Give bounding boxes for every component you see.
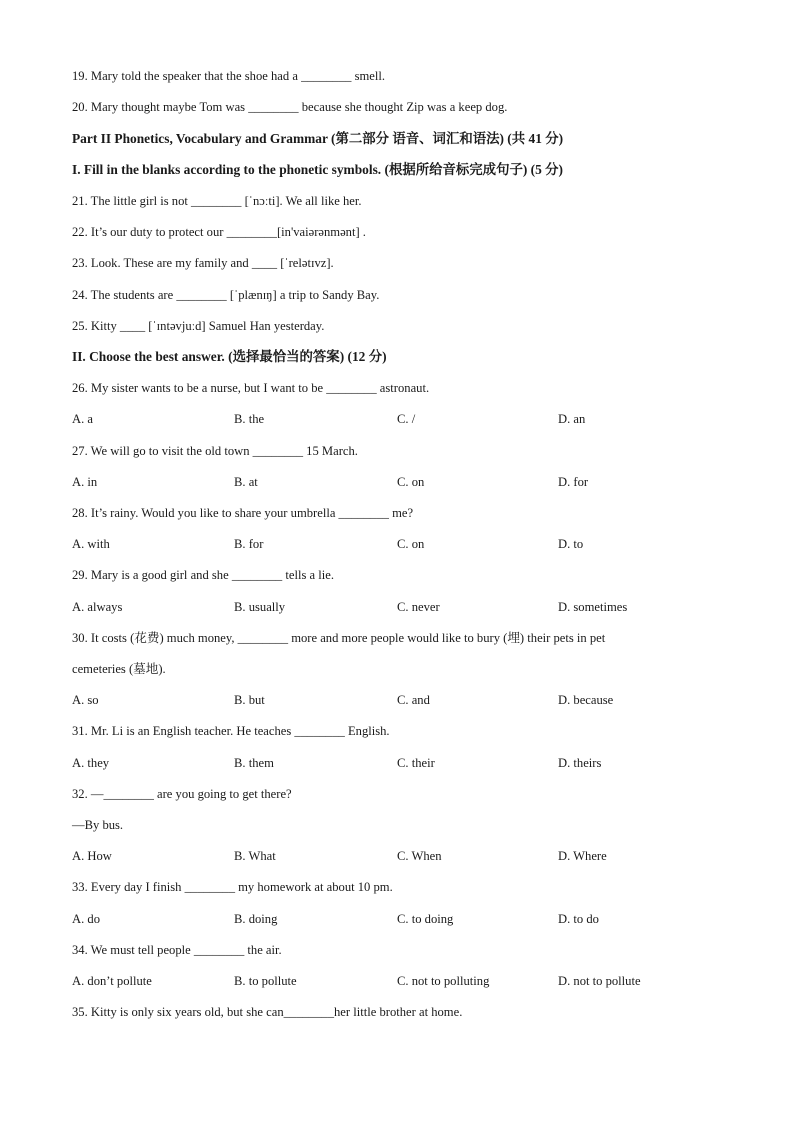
option-26-b: B. the [234,412,265,426]
option-34-d: D. not to pollute [558,974,641,988]
question-30-cont: cemeteries (墓地). [72,662,166,676]
question-35: 35. Kitty is only six years old, but she can________her little brother at home. [72,1005,463,1019]
option-31-a: A. they [72,756,110,770]
question-33: 33. Every day I finish ________ my homework at about 10 pm. [72,880,393,894]
option-32-a: A. How [72,849,112,863]
option-31-d: D. theirs [558,756,602,770]
option-28-b: B. for [234,537,264,551]
option-27-b: B. at [234,475,258,489]
option-29-c: C. never [397,600,440,614]
question-22: 22. It’s our duty to protect our ________[in'vaiərənmənt] . [72,225,366,239]
option-29-a: A. always [72,600,123,614]
option-32-d: D. Where [558,849,607,863]
question-21: 21. The little girl is not ________ [ˈnɔːti]. We all like her. [72,194,362,208]
option-28-c: C. on [397,537,425,551]
part-2-heading: Part II Phonetics, Vocabulary and Grammar (第二部分 语音、词汇和语法) (共 41 分) [72,131,564,146]
question-34: 34. We must tell people ________ the air. [72,943,282,957]
option-26-d: D. an [558,412,586,426]
option-34-a: A. don’t pollute [72,974,152,988]
option-34-c: C. not to polluting [397,974,490,988]
question-28: 28. It’s rainy. Would you like to share your umbrella ________ me? [72,506,414,520]
option-30-d: D. because [558,693,614,707]
option-33-b: B. doing [234,912,278,926]
question-19: 19. Mary told the speaker that the shoe had a ________ smell. [72,69,386,83]
option-26-a: A. a [72,412,93,426]
option-28-a: A. with [72,537,110,551]
option-33-a: A. do [72,912,100,926]
question-27: 27. We will go to visit the old town ________ 15 March. [72,444,358,458]
question-32: 32. —________ are you going to get there? [72,787,292,801]
option-31-c: C. their [397,756,435,770]
section-2-heading: II. Choose the best answer. (选择最恰当的答案) (12 分) [72,349,387,364]
option-30-a: A. so [72,693,99,707]
option-30-c: C. and [397,693,430,707]
option-32-c: C. When [397,849,442,863]
section-1-heading: I. Fill in the blanks according to the phonetic symbols. (根据所给音标完成句子) (5 分) [72,162,564,177]
question-23: 23. Look. These are my family and ____ [ˈrelətɪvz]. [72,256,334,270]
option-33-d: D. to do [558,912,599,926]
question-32-reply: —By bus. [72,818,124,832]
question-24: 24. The students are ________ [ˈplænɪŋ] a trip to Sandy Bay. [72,288,380,302]
option-34-b: B. to pollute [234,974,297,988]
option-32-b: B. What [234,849,276,863]
option-27-a: A. in [72,475,98,489]
question-25: 25. Kitty ____ [ˈɪntəvjuːd] Samuel Han yesterday. [72,319,325,333]
option-33-c: C. to doing [397,912,454,926]
option-29-d: D. sometimes [558,600,628,614]
question-26: 26. My sister wants to be a nurse, but I want to be ________ astronaut. [72,381,430,395]
option-30-b: B. but [234,693,265,707]
option-27-d: D. for [558,475,589,489]
option-26-c: C. / [397,412,416,426]
question-31: 31. Mr. Li is an English teacher. He teaches ________ English. [72,724,390,738]
option-31-b: B. them [234,756,274,770]
question-30: 30. It costs (花费) much money, ________ more and more people would like to bury (埋) their pets in pet [72,631,606,645]
question-20: 20. Mary thought maybe Tom was ________ because she thought Zip was a keep dog. [72,100,508,114]
question-29: 29. Mary is a good girl and she ________ tells a lie. [72,568,334,582]
option-27-c: C. on [397,475,425,489]
option-29-b: B. usually [234,600,286,614]
option-28-d: D. to [558,537,584,551]
